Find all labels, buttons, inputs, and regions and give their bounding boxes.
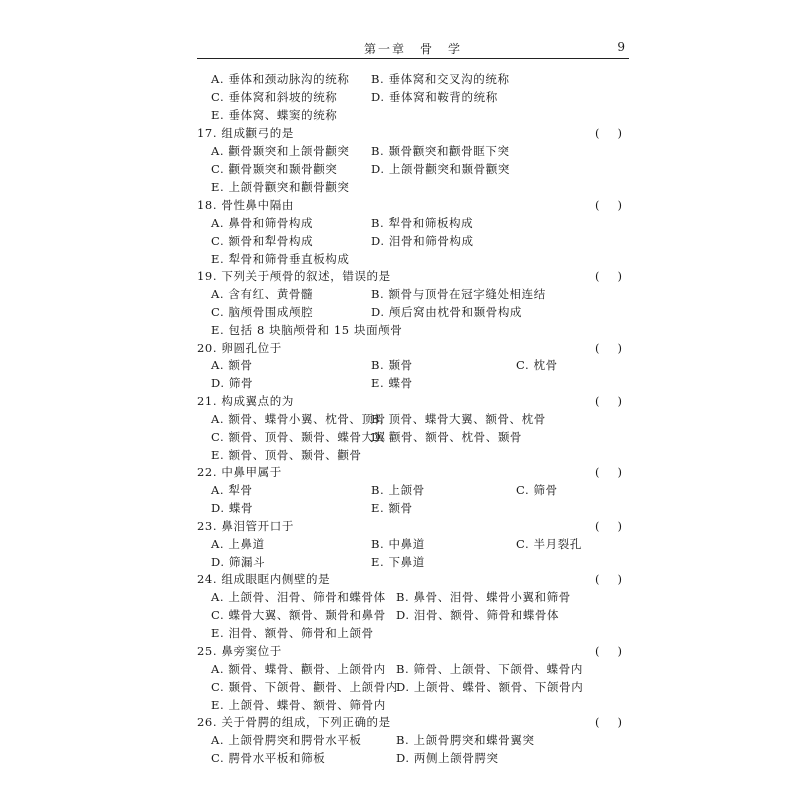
option-b: B. 筛骨、上颌骨、下颌骨、蝶骨内: [396, 662, 583, 676]
option-d: D. 上颌骨、蝶骨、额骨、下颌骨内: [396, 680, 584, 694]
option-b: B. 颞骨颧突和颧骨眶下突: [371, 144, 510, 158]
answer-parentheses: (): [595, 572, 640, 586]
option-d: D. 蝶骨: [211, 501, 254, 515]
option-d: D. 筛骨: [211, 376, 254, 390]
answer-parentheses: (): [595, 341, 640, 355]
question-stem: 20. 卵圆孔位于: [197, 341, 282, 355]
option-a: A. 额骨、蝶骨小翼、枕骨、顶骨: [211, 412, 386, 426]
option-e: E. 额骨: [371, 501, 413, 515]
option-a: A. 额骨: [211, 358, 253, 372]
answer-parentheses: (): [595, 269, 640, 283]
option-e: E. 上颌骨、蝶骨、额骨、筛骨内: [211, 698, 386, 712]
option-d: D. 颅后窝由枕骨和颞骨构成: [371, 305, 523, 319]
option-b: B. 上颌骨腭突和蝶骨翼突: [396, 733, 535, 747]
option-b: B. 鼻骨、泪骨、蝶骨小翼和筛骨: [396, 590, 571, 604]
question-stem: 19. 下列关于颅骨的叙述，错误的是: [197, 269, 391, 283]
option-d: D. 两侧上颌骨腭突: [396, 751, 499, 765]
option-a: A. 上鼻道: [211, 537, 265, 551]
question-stem: 25. 鼻旁窦位于: [197, 644, 282, 658]
option-a: A. 犁骨: [211, 483, 253, 497]
question-stem: 17. 组成颧弓的是: [197, 126, 294, 140]
question-stem: 22. 中鼻甲属于: [197, 465, 282, 479]
option-b: B. 颞骨: [371, 358, 413, 372]
answer-parentheses: (): [595, 519, 640, 533]
answer-parentheses: (): [595, 198, 640, 212]
option-c: C. 脑颅骨围成颅腔: [211, 305, 314, 319]
option-e: E. 额骨、顶骨、颞骨、颧骨: [211, 448, 362, 462]
question-stem: 23. 鼻泪管开口于: [197, 519, 294, 533]
option-a: A. 颧骨颞突和上颌骨颧突: [211, 144, 350, 158]
option-e: E. 包括 8 块脑颅骨和 15 块面颅骨: [211, 323, 403, 337]
option-b: B. 顶骨、蝶骨大翼、额骨、枕骨: [371, 412, 546, 426]
option-e: E. 犁骨和筛骨垂直板构成: [211, 252, 350, 266]
option-d: D. 颧骨、额骨、枕骨、颞骨: [371, 430, 523, 444]
option-a: A. 额骨、蝶骨、颧骨、上颌骨内: [211, 662, 386, 676]
option-c: C. 额骨、顶骨、颞骨、蝶骨大翼: [211, 430, 386, 444]
answer-parentheses: (): [595, 126, 640, 140]
option-a: A. 垂体和颈动脉沟的统称: [211, 72, 350, 86]
option-c: C. 额骨和犁骨构成: [211, 234, 314, 248]
answer-parentheses: (): [595, 715, 640, 729]
question-stem: 24. 组成眼眶内侧壁的是: [197, 572, 331, 586]
option-c: C. 筛骨: [516, 483, 558, 497]
option-c: C. 半月裂孔: [516, 537, 582, 551]
option-e: E. 垂体窝、蝶窦的统称: [211, 108, 338, 122]
running-header: [197, 40, 629, 59]
option-b: B. 额骨与顶骨在冠字缝处相连结: [371, 287, 546, 301]
option-c: C. 蝶骨大翼、额骨、颞骨和鼻骨: [211, 608, 386, 622]
question-stem: 26. 关于骨腭的组成，下列正确的是: [197, 715, 391, 729]
option-d: D. 上颌骨颧突和颞骨颧突: [371, 162, 510, 176]
option-c: C. 垂体窝和斜坡的统称: [211, 90, 338, 104]
option-c: C. 腭骨水平板和筛板: [211, 751, 326, 765]
option-b: B. 犁骨和筛板构成: [371, 216, 474, 230]
option-b: B. 中鼻道: [371, 537, 425, 551]
option-d: D. 泪骨和筛骨构成: [371, 234, 474, 248]
option-a: A. 上颌骨腭突和腭骨水平板: [211, 733, 362, 747]
option-e: E. 蝶骨: [371, 376, 413, 390]
question-stem: 21. 构成翼点的为: [197, 394, 294, 408]
option-a: A. 鼻骨和筛骨构成: [211, 216, 314, 230]
question-stem: 18. 骨性鼻中隔由: [197, 198, 294, 212]
option-d: D. 筛漏斗: [211, 555, 266, 569]
option-b: B. 垂体窝和交叉沟的统称: [371, 72, 510, 86]
option-a: A. 上颌骨、泪骨、筛骨和蝶骨体: [211, 590, 386, 604]
option-e: E. 泪骨、额骨、筛骨和上颌骨: [211, 626, 374, 640]
answer-parentheses: (): [595, 394, 640, 408]
option-e: E. 下鼻道: [371, 555, 425, 569]
option-d: D. 垂体窝和鞍背的统称: [371, 90, 498, 104]
page-number: 9: [617, 40, 625, 54]
option-c: C. 枕骨: [516, 358, 558, 372]
option-e: E. 上颌骨颧突和颧骨颧突: [211, 180, 350, 194]
answer-parentheses: (): [595, 644, 640, 658]
option-d: D. 泪骨、额骨、筛骨和蝶骨体: [396, 608, 560, 622]
answer-parentheses: (): [595, 465, 640, 479]
chapter-title: 第一章 骨 学: [363, 42, 462, 56]
option-b: B. 上颌骨: [371, 483, 425, 497]
option-c: C. 颧骨颞突和颞骨颧突: [211, 162, 338, 176]
option-c: C. 颞骨、下颌骨、颧骨、上颌骨内: [211, 680, 398, 694]
option-a: A. 含有红、黄骨髓: [211, 287, 314, 301]
